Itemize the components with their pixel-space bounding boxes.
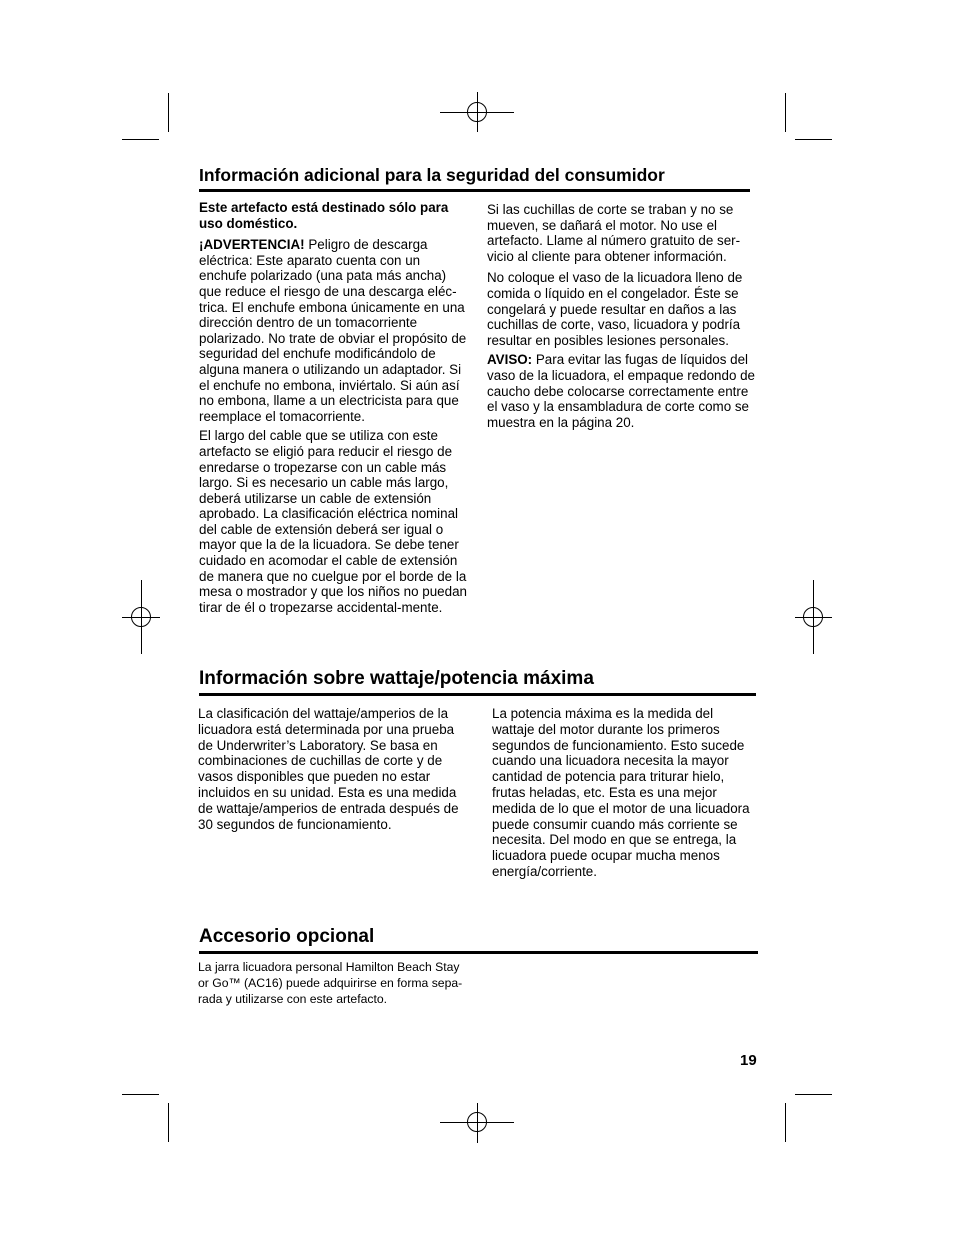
section-heading-safety: Información adicional para la seguridad del consumidor <box>199 165 750 192</box>
wattage-right-text: La potencia máxima es la medida del wattaje del motor durante los primeros segundos de funcionamiento. Esto sucede cuando una licuadora necesita la mayor cantidad de potencia para triturar hielo, frutas heladas, etc. Esta es una mejor medida de lo que el motor de una licuadora puede consumir cuando más corriente se necesita. Del modo en que se entrega, la licuadora puede ocupar mucha menos energía/corriente. <box>492 706 750 879</box>
safety-right-column <box>487 202 757 434</box>
cord-paragraph: El largo del cable que se utiliza con este artefacto se eligió para reducir el riesgo de enredarse o tropezarse con un cable más largo. Si es necesario un cable más largo, deberá utilizarse un cable de extensión aprobado. La clasificación eléctrica nominal del cable de extensión deberá ser igual o mayor que la de la licuadora. Se debe tener cuidado en acomodar el cable de extensión de manera que no cuelgue por el borde de la mesa o mostrador y que los niños no puedan tirar de él o tropezarse accidental-mente. <box>199 428 467 615</box>
notice-paragraph <box>487 352 757 430</box>
household-use-notice: Este artefacto está destinado sólo para uso doméstico. <box>199 200 449 231</box>
accessory-text: La jarra licuadora personal Hamilton Beach Stay or Go™ (AC16) puede adquirirse en forma sepa-rada y utilizarse con este artefacto. <box>198 960 463 1006</box>
safety-left-column <box>199 200 469 619</box>
notice-text: Para evitar las fugas de líquidos del vaso de la licuadora, el empaque redondo de caucho debe colocarse correctamente entre el vaso y la ensambladura de corte como se muestra en la página 20. <box>487 352 756 430</box>
section-heading-wattage: Información sobre wattaje/potencia máxima <box>199 668 756 696</box>
blades-paragraph: Si las cuchillas de corte se traban y no se mueven, se dañará el motor. No use el artefacto. Llame al número gratuito de ser-vicio al cliente para obtener información. <box>487 202 741 264</box>
section-heading-accessory: Accesorio opcional <box>199 926 758 954</box>
wattage-left-text: La clasificación del wattaje/amperios de la licuadora está determinada por una prueba de Underwriter’s Laboratory. Se basa en combinaciones de cuchillas de corte y de vasos disponibles que pueden no estar incluidos en su unidad. Esta es una medida de wattaje/amperios de entrada después de 30 segundos de funcionamiento. <box>198 706 459 832</box>
page-number: 19 <box>740 1052 757 1069</box>
warning-text: Peligro de descarga eléctrica: Este aparato cuenta con un enchufe polarizado (una pata más ancha) que reduce el riesgo de una descarga eléc-trica. El enchufe embona únicamente en una dirección dentro de un tomacorriente polarizado. No trate de obviar el propósito de seguridad del enchufe modificándolo de alguna manera o utilizando un adaptador. Si el enchufe no embona, inviértalo. Si aún así no embona, llame a un electricista para que reemplace el tomacorriente. <box>199 237 467 424</box>
notice-label: AVISO: <box>487 352 533 368</box>
warning-label: ¡ADVERTENCIA! <box>199 237 305 253</box>
warning-paragraph <box>199 237 469 424</box>
freezer-paragraph: No coloque el vaso de la licuadora lleno de comida o líquido en el congelador. Éste se congelará y puede resultar en daños a las cuchillas de corte, vaso, licuadora y podría resultar en posibles lesiones personales. <box>487 270 743 348</box>
